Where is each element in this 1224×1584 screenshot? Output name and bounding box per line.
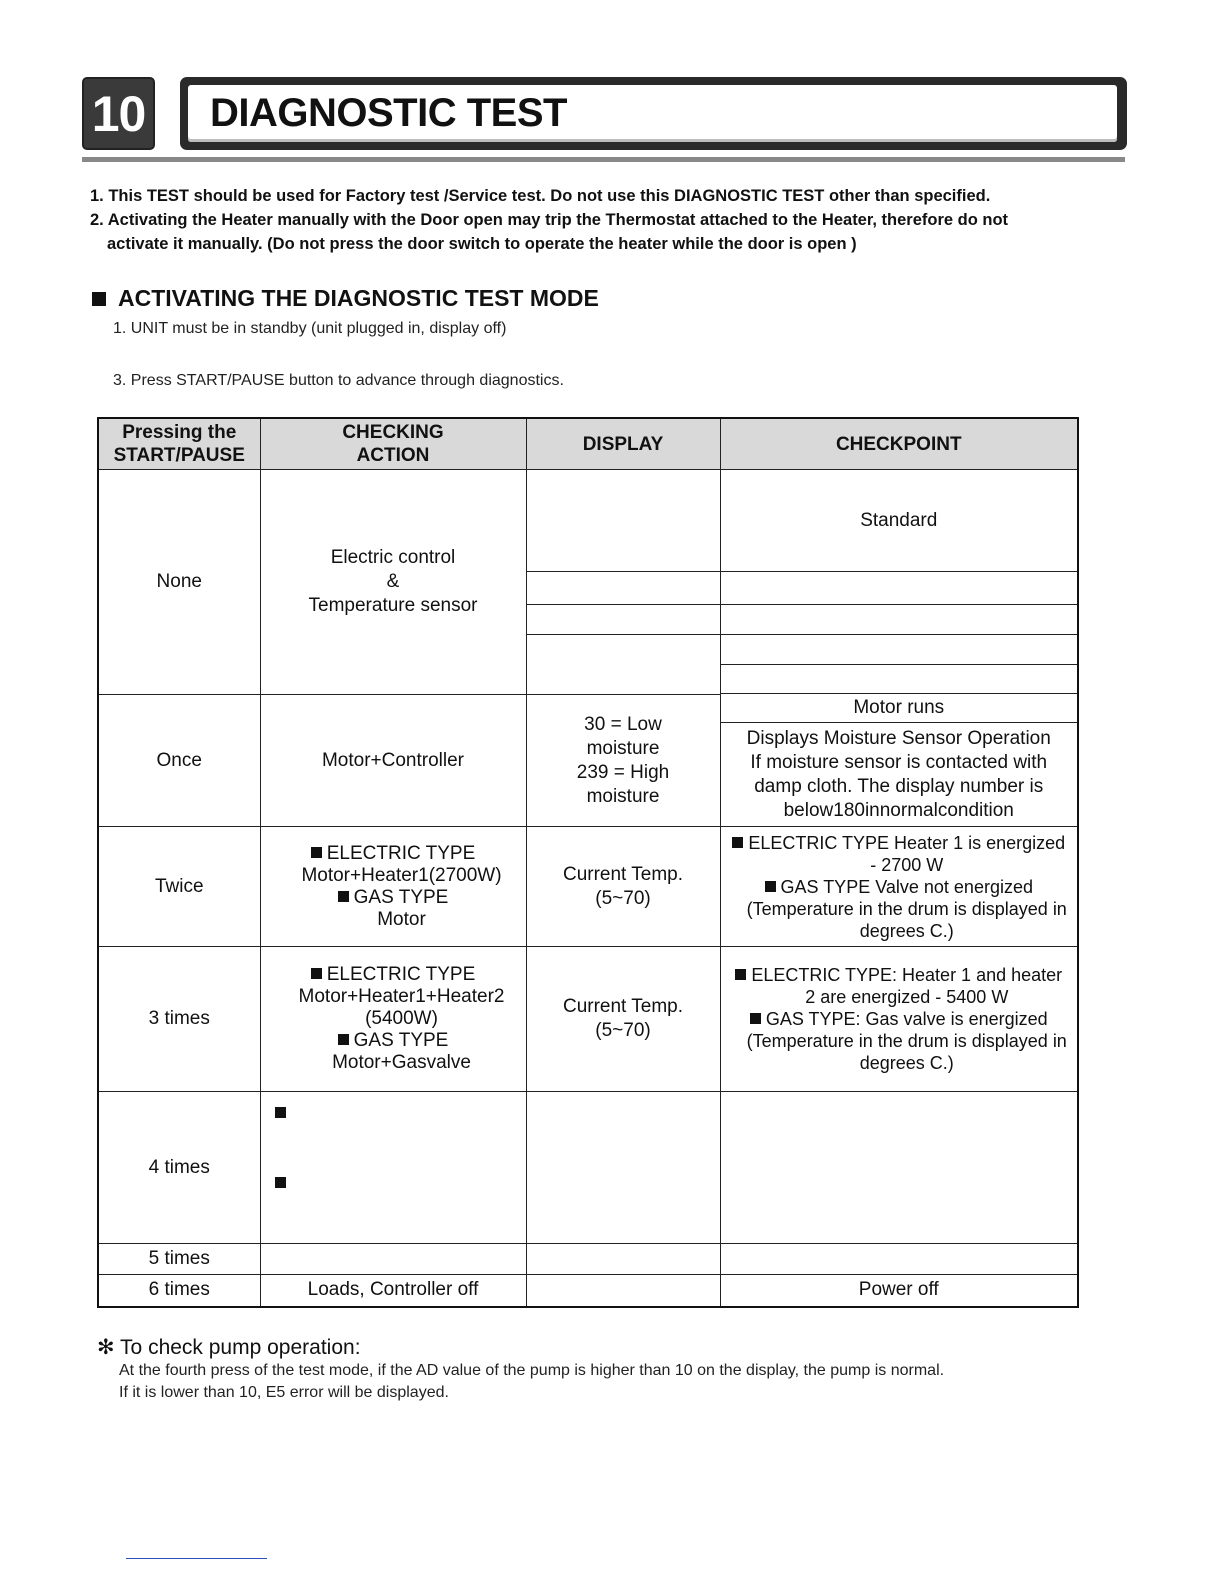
header-action-line2: ACTION — [356, 445, 430, 466]
action-twice-line4: Motor — [377, 908, 426, 930]
header-checkpoint: CHECKPOINT — [720, 418, 1078, 470]
action-twice-line3 — [261, 887, 526, 909]
action-twice-gas: GAS TYPE — [353, 886, 449, 908]
table-row — [98, 947, 1078, 1092]
checkpoint-three — [720, 947, 1078, 1092]
display-once-line1: 30 = Low — [584, 713, 662, 735]
header-checking-action — [260, 418, 526, 470]
notes-block — [90, 184, 1100, 256]
checkpoint-cell-empty — [720, 572, 1078, 605]
bullet-square-icon — [735, 969, 746, 980]
action-none-line2: & — [386, 571, 400, 592]
display-cell-empty — [526, 635, 720, 695]
checkpoint-power-off: Power off — [720, 1275, 1078, 1307]
checkpoint-twice — [720, 827, 1078, 947]
bullet-square-icon — [311, 968, 322, 979]
step-1: 1. UNIT must be in standby (unit plugged in, display off) — [113, 320, 507, 337]
action-twice — [260, 827, 526, 947]
checkpoint-moisture-line2: If moisture sensor is contacted with — [750, 751, 1048, 773]
step-3: 3. Press START/PAUSE button to advance through diagnostics. — [113, 372, 564, 389]
checkpoint-motor-runs: Motor runs — [720, 694, 1078, 723]
bullet-square-icon — [311, 847, 322, 858]
action-three — [260, 947, 526, 1092]
display-once-line3: 239 = High — [576, 761, 670, 783]
display-once — [526, 695, 720, 827]
table-row — [98, 1092, 1078, 1244]
bullet-square-icon — [765, 881, 776, 892]
checkpoint-moisture — [720, 723, 1078, 827]
header-action-line1: CHECKING — [342, 422, 444, 443]
table-header-row — [98, 418, 1078, 470]
action-three-line2: Motor+Heater1+Heater2 — [298, 986, 505, 1007]
display-three-line2: (5~70) — [595, 1020, 651, 1041]
action-three-line5: Motor+Gasvalve — [332, 1052, 471, 1073]
display-twice-line2: (5~70) — [595, 887, 651, 909]
checkpoint-twice-line2: - 2700 W — [870, 854, 944, 875]
diagnostic-table — [97, 417, 1079, 1308]
action-none-line3: Temperature sensor — [308, 595, 478, 616]
display-three — [526, 947, 720, 1092]
action-twice-electric: ELECTRIC TYPE — [326, 842, 476, 864]
action-three-gas: GAS TYPE — [353, 1030, 449, 1051]
display-twice-line1: Current Temp. — [562, 863, 684, 885]
checkpoint-twice-electric: ELECTRIC TYPE Heater 1 is energized — [748, 832, 1066, 853]
checkpoint-twice-line1 — [721, 832, 1078, 854]
pump-line-1: At the fourth press of the test mode, if the AD value of the pump is higher than 10 on the display, the pump is normal. — [119, 1362, 945, 1379]
press-three: 3 times — [98, 947, 260, 1092]
header-pressing-line2: START/PAUSE — [113, 445, 245, 466]
action-three-line3: (5400W) — [365, 1008, 438, 1029]
display-once-line2: moisture — [586, 737, 660, 759]
action-three-electric: ELECTRIC TYPE — [326, 964, 476, 985]
checkpoint-twice-line3 — [721, 876, 1078, 898]
bullet-square-icon — [92, 292, 106, 306]
bullet-square-icon — [732, 837, 743, 848]
bullet-square-icon — [275, 1107, 286, 1118]
title-banner-inner — [188, 85, 1117, 142]
table-row — [98, 827, 1078, 947]
page-title: DIAGNOSTIC TEST — [210, 91, 567, 135]
checkpoint-three-line2: 2 are energized - 5400 W — [805, 987, 1009, 1007]
checkpoint-cell-empty — [720, 665, 1078, 694]
checkpoint-cell-empty — [720, 1092, 1078, 1244]
checkpoint-cell-empty — [720, 1244, 1078, 1275]
press-none: None — [98, 470, 260, 695]
section-number: 10 — [91, 85, 146, 142]
bullet-square-icon — [275, 1177, 286, 1188]
header-divider — [82, 157, 1125, 162]
press-six: 6 times — [98, 1275, 260, 1307]
press-four: 4 times — [98, 1092, 260, 1244]
checkpoint-cell-empty — [720, 605, 1078, 635]
note-2-continued: activate it manually. (Do not press the door switch to operate the heater while the door is open ) — [107, 235, 857, 253]
action-four-bullet-1 — [275, 1103, 526, 1114]
checkpoint-three-electric: ELECTRIC TYPE: Heater 1 and heater — [751, 965, 1063, 985]
checkpoint-three-gas: GAS TYPE: Gas valve is energized — [765, 1009, 1048, 1029]
header-pressing-line1: Pressing the — [122, 422, 237, 443]
section-heading — [92, 285, 599, 312]
checkpoint-twice-gas: GAS TYPE Valve not energized — [780, 876, 1033, 897]
display-cell-empty — [526, 572, 720, 605]
checkpoint-moisture-line3: damp cloth. The display number is — [754, 775, 1044, 797]
note-1: 1. This TEST should be used for Factory test /Service test. Do not use this DIAGNOSTIC TEST other than specified. — [90, 187, 991, 205]
section-heading-text: ACTIVATING THE DIAGNOSTIC TEST MODE — [118, 285, 599, 311]
section-number-badge — [82, 77, 155, 150]
action-cell-empty — [260, 1244, 526, 1275]
header-pressing — [98, 418, 260, 470]
action-twice-line2: Motor+Heater1(2700W) — [301, 864, 502, 886]
press-once: Once — [98, 695, 260, 827]
display-cell-empty — [526, 470, 720, 572]
action-once: Motor+Controller — [260, 695, 526, 827]
table-row — [98, 1244, 1078, 1275]
display-cell-empty — [526, 605, 720, 635]
checkpoint-three-line5: degrees C.) — [859, 1053, 954, 1073]
action-six: Loads, Controller off — [260, 1275, 526, 1307]
pump-line-2: If it is lower than 10, E5 error will be displayed. — [119, 1384, 449, 1401]
display-twice — [526, 827, 720, 947]
checkpoint-cell-empty — [720, 635, 1078, 665]
header-display: DISPLAY — [526, 418, 720, 470]
checkpoint-moisture-line4: below180innormalcondition — [783, 799, 1014, 821]
display-cell-empty — [526, 1244, 720, 1275]
checkpoint-twice-line4: (Temperature in the drum is displayed in — [746, 898, 1067, 919]
action-twice-line1 — [261, 843, 526, 865]
display-three-line1: Current Temp. — [562, 996, 684, 1017]
pump-heading: ✻ To check pump operation: — [97, 1336, 361, 1359]
checkpoint-three-line4: (Temperature in the drum is displayed in — [746, 1031, 1067, 1051]
footer-rule — [126, 1558, 267, 1559]
table-row — [98, 470, 1078, 572]
checkpoint-standard: Standard — [720, 470, 1078, 572]
press-five: 5 times — [98, 1244, 260, 1275]
action-none-line1: Electric control — [330, 547, 456, 568]
checkpoint-three-line1 — [721, 964, 1078, 986]
display-cell-empty — [526, 1275, 720, 1307]
checkpoint-three-line3 — [721, 1008, 1078, 1030]
table-row — [98, 1275, 1078, 1307]
bullet-square-icon — [338, 1034, 349, 1045]
display-cell-empty — [526, 1092, 720, 1244]
action-four-bullet-2 — [275, 1173, 526, 1184]
action-none — [260, 470, 526, 695]
press-twice: Twice — [98, 827, 260, 947]
bullet-square-icon — [338, 891, 349, 902]
title-banner — [180, 77, 1127, 150]
note-2: 2. Activating the Heater manually with the Door open may trip the Thermostat attached to the Heater, therefore do not — [90, 211, 1009, 229]
bullet-square-icon — [750, 1013, 761, 1024]
checkpoint-moisture-line1: Displays Moisture Sensor Operation — [746, 727, 1051, 749]
action-three-line4 — [261, 1030, 526, 1052]
checkpoint-twice-line5: degrees C.) — [859, 920, 954, 941]
display-once-line4: moisture — [586, 785, 660, 807]
action-four — [260, 1092, 526, 1244]
action-three-line1 — [261, 964, 526, 986]
